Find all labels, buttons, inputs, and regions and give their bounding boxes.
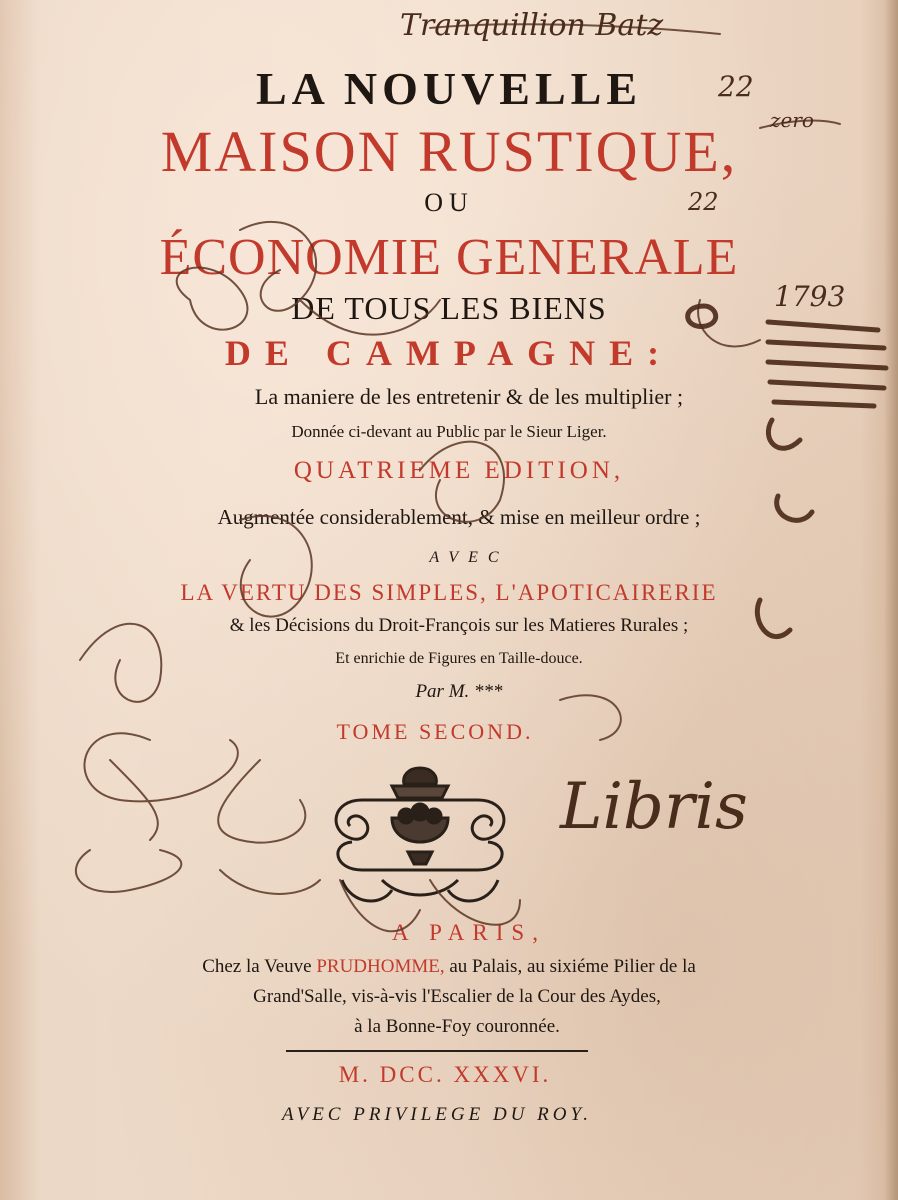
- avec-line: AVEC: [429, 549, 509, 566]
- subtitle-liger: Donnée ci-devant au Public par le Sieur Liger.: [291, 422, 607, 441]
- tome-second-line: TOME SECOND.: [336, 719, 534, 744]
- title-line-tous-les-biens: DE TOUS LES BIENS: [291, 290, 607, 326]
- handwritten-number-1: 22: [718, 70, 754, 103]
- title-line-campagne: DE CAMPAGNE:: [224, 333, 674, 373]
- handwritten-number-2: 22: [688, 188, 719, 216]
- printer-vignette-ornament: [322, 760, 518, 910]
- place-a-paris: A PARIS,: [392, 920, 546, 945]
- handwritten-ex-libris: Libris: [560, 770, 748, 844]
- printer-name: PRUDHOMME,: [316, 956, 445, 977]
- title-line-nouvelle: LA NOUVELLE: [255, 63, 643, 114]
- date-line: M. DCC. XXXVI.: [338, 1062, 552, 1087]
- imprint-suffix: au Palais, au sixiéme Pilier de la: [444, 956, 696, 977]
- decisions-line: & les Décisions du Droit-François sur les Matieres Rurales ;: [229, 615, 689, 636]
- imprint-line-3: à la Bonne-Foy couronnée.: [354, 1016, 560, 1037]
- vertu-des-simples-line: LA VERTU DES SIMPLES, L'APOTICAIRERIE: [180, 580, 718, 605]
- handwritten-zero-note: zero: [770, 108, 814, 132]
- imprint-line-2: Grand'Salle, vis-à-vis l'Escalier de la Cour des Aydes,: [253, 986, 661, 1007]
- title-line-ou: OU: [424, 188, 474, 217]
- subtitle-maniere: La maniere de les entretenir & de les multiplier ;: [254, 384, 684, 409]
- title-line-maison-rustique: MAISON RUSTIQUE,: [160, 119, 738, 184]
- figures-line: Et enrichie de Figures en Taille-douce.: [335, 650, 583, 667]
- privilege-line: AVEC PRIVILEGE DU ROY.: [281, 1104, 593, 1125]
- augmentee-line: Augmentée considerablement, & mise en meilleur ordre ;: [217, 505, 701, 529]
- author-line: Par M. ***: [415, 681, 503, 702]
- handwritten-year: 1793: [774, 280, 846, 313]
- imprint-rule: [286, 1050, 588, 1052]
- title-line-economie: ÉCONOMIE GENERALE: [159, 229, 739, 286]
- handwritten-signature: Tranquillion Batz: [400, 8, 664, 43]
- edition-line: QUATRIEME EDITION,: [293, 457, 625, 484]
- imprint-prefix: Chez la Veuve: [202, 956, 317, 977]
- imprint-line-1: [0, 956, 898, 978]
